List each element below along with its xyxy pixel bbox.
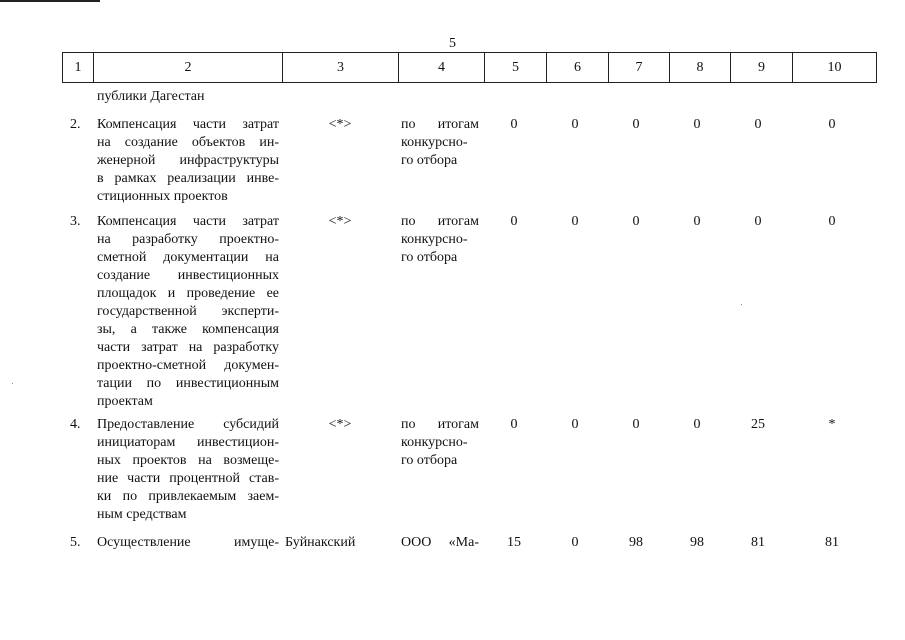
row-name bbox=[97, 213, 279, 411]
row-location: <*> bbox=[328, 417, 352, 432]
row-number: 3. bbox=[70, 214, 81, 229]
row-name-line: ным средствам bbox=[97, 507, 187, 522]
row-name-line: сметной документации на bbox=[97, 250, 279, 265]
row-name-line: создание инвестиционных bbox=[97, 268, 279, 283]
scan-speck bbox=[12, 383, 13, 384]
column-header: 7 bbox=[609, 53, 670, 83]
row-value-col5: 0 bbox=[510, 117, 518, 132]
row-number: 4. bbox=[70, 417, 81, 432]
row-value-col8: 0 bbox=[693, 214, 701, 229]
row-number: 2. bbox=[70, 117, 81, 132]
row-value-col7: 0 bbox=[632, 117, 640, 132]
row-value-col10: * bbox=[828, 417, 836, 432]
row-value-col6: 0 bbox=[571, 214, 579, 229]
row-number: 5. bbox=[70, 535, 81, 550]
row-value-col9: 0 bbox=[754, 214, 762, 229]
row-name-line: Осуществление имуще- bbox=[97, 535, 279, 550]
column-header: 6 bbox=[547, 53, 609, 83]
row-value-col8: 98 bbox=[690, 535, 704, 550]
row-value-col5: 15 bbox=[507, 535, 521, 550]
row-name-line: инициаторам инвестицион- bbox=[97, 435, 279, 450]
row-name-line: стиционных проектов bbox=[97, 189, 228, 204]
column-header-row bbox=[62, 52, 877, 83]
row-name-line: государственной эксперти- bbox=[97, 304, 279, 319]
row-name-line: проектам bbox=[97, 394, 153, 409]
row-name-line: на разработку проектно- bbox=[97, 232, 279, 247]
row-value-col8: 0 bbox=[693, 117, 701, 132]
row-executor-line: по итогам bbox=[401, 417, 479, 432]
row-executor bbox=[401, 534, 479, 552]
scan-corner-mark bbox=[0, 0, 100, 2]
row-value-col7: 0 bbox=[632, 214, 640, 229]
row-name-line: тации по инвестиционным bbox=[97, 376, 279, 391]
row-value-col9: 81 bbox=[751, 535, 765, 550]
row-executor-line: го отбора bbox=[401, 153, 458, 168]
column-header: 1 bbox=[63, 53, 94, 83]
row-value-col5: 0 bbox=[510, 214, 518, 229]
row-value-col9: 25 bbox=[751, 417, 765, 432]
row-name-line: зы, а также компенсация bbox=[97, 322, 279, 337]
row-value-col7: 0 bbox=[632, 417, 640, 432]
row-name-line: ки по привлекаемым заем- bbox=[97, 489, 279, 504]
row-name-line: ние части процентной став- bbox=[97, 471, 279, 486]
row-executor-line: по итогам bbox=[401, 214, 479, 229]
row-value-col6: 0 bbox=[571, 117, 579, 132]
row-value-col5: 0 bbox=[510, 417, 518, 432]
row-name bbox=[97, 534, 279, 552]
row-name bbox=[97, 116, 279, 206]
row-name-line: Компенсация части затрат bbox=[97, 117, 279, 132]
row-executor-line: конкурсно- bbox=[401, 435, 468, 450]
row-location: <*> bbox=[328, 117, 352, 132]
continuation-text: публики Дагестан bbox=[97, 89, 205, 104]
row-executor-line: го отбора bbox=[401, 453, 458, 468]
column-header: 9 bbox=[731, 53, 793, 83]
column-header: 3 bbox=[283, 53, 399, 83]
row-name-line: на создание объектов ин- bbox=[97, 135, 279, 150]
row-executor bbox=[401, 213, 479, 267]
row-name-line: женерной инфраструктуры bbox=[97, 153, 279, 168]
row-value-col10: 81 bbox=[825, 535, 839, 550]
row-executor-line: ООО «Ма- bbox=[401, 535, 479, 550]
row-value-col10: 0 bbox=[828, 117, 836, 132]
row-value-col6: 0 bbox=[571, 417, 579, 432]
row-value-col10: 0 bbox=[828, 214, 836, 229]
row-executor-line: конкурсно- bbox=[401, 232, 468, 247]
row-executor-line: конкурсно- bbox=[401, 135, 468, 150]
column-header: 8 bbox=[670, 53, 731, 83]
row-name-line: Предоставление субсидий bbox=[97, 417, 279, 432]
row-name-line: в рамках реализации инве- bbox=[97, 171, 279, 186]
row-executor bbox=[401, 416, 479, 470]
row-location: Буйнакский bbox=[285, 535, 356, 550]
row-value-col9: 0 bbox=[754, 117, 762, 132]
row-name-line: проектно-сметной докумен- bbox=[97, 358, 279, 373]
row-name-line: части затрат на разработку bbox=[97, 340, 279, 355]
row-name-line: площадок и проведение ее bbox=[97, 286, 279, 301]
page-number: 5 bbox=[449, 36, 456, 51]
row-name-line: ных проектов на возмеще- bbox=[97, 453, 279, 468]
row-executor-line: го отбора bbox=[401, 250, 458, 265]
column-header: 4 bbox=[399, 53, 485, 83]
row-value-col8: 0 bbox=[693, 417, 701, 432]
row-name bbox=[97, 416, 279, 524]
row-value-col6: 0 bbox=[571, 535, 579, 550]
row-value-col7: 98 bbox=[629, 535, 643, 550]
column-header: 10 bbox=[793, 53, 877, 83]
row-executor-line: по итогам bbox=[401, 117, 479, 132]
column-header: 5 bbox=[485, 53, 547, 83]
row-location: <*> bbox=[328, 214, 352, 229]
row-name-line: Компенсация части затрат bbox=[97, 214, 279, 229]
scan-speck bbox=[741, 304, 742, 305]
column-header: 2 bbox=[94, 53, 283, 83]
row-executor bbox=[401, 116, 479, 170]
